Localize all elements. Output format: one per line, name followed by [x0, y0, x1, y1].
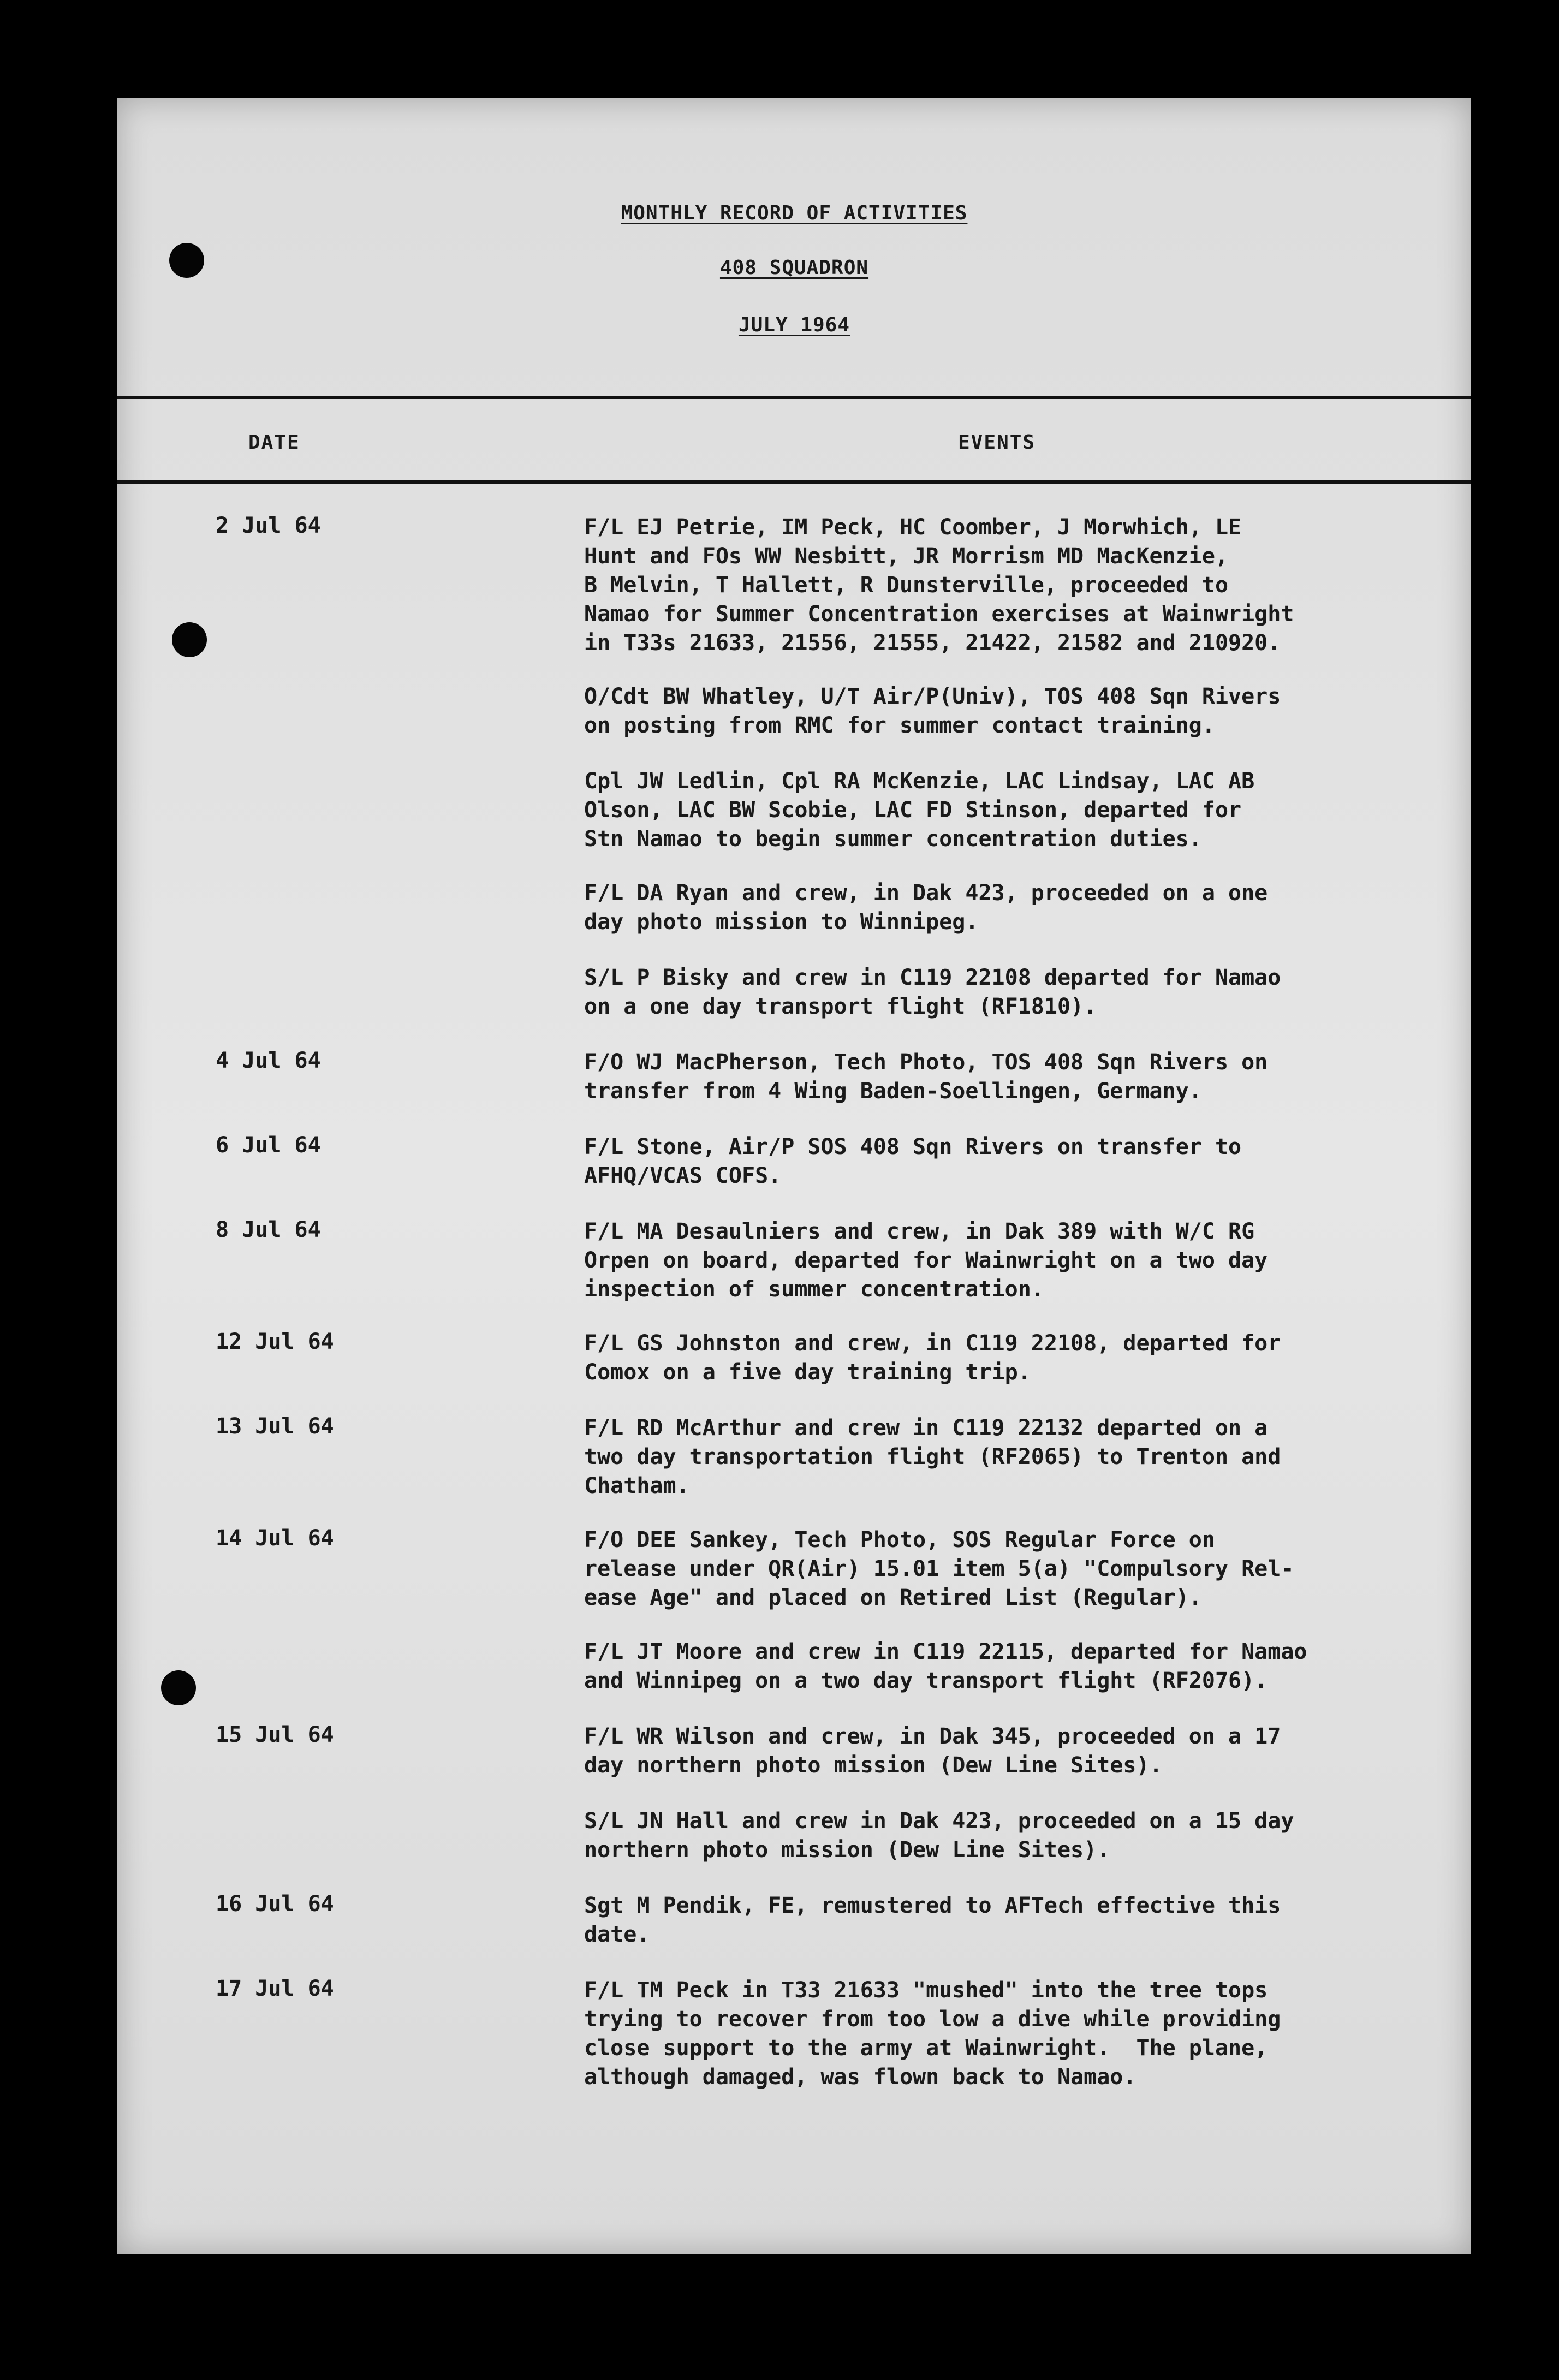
record-title: MONTHLY RECORD OF ACTIVITIES [621, 202, 968, 224]
punch-hole [161, 1670, 196, 1705]
punch-hole [172, 622, 207, 657]
event-date: 14 Jul 64 [216, 1526, 334, 1551]
event-text: F/L TM Peck in T33 21633 "mushed" into the tree tops trying to recover from too low a dive while providing close support to the army at Wainwright. The plane, although damaged, was flown back to Namao. [584, 1978, 1281, 2090]
event-date: 16 Jul 64 [216, 1891, 334, 1917]
event-text: S/L P Bisky and crew in C119 22108 departed for Namao on a one day transport flight (RF1810). [584, 965, 1281, 1019]
event-text: F/L GS Johnston and crew, in C119 22108, departed for Comox on a five day training trip. [584, 1331, 1281, 1385]
event-text: F/L Stone, Air/P SOS 408 Sqn Rivers on transfer to AFHQ/VCAS COFS. [584, 1134, 1242, 1188]
header-top-rule [117, 396, 1471, 399]
event-text: O/Cdt BW Whatley, U/T Air/P(Univ), TOS 408 Sqn Rivers on posting from RMC for summer contact training. [584, 684, 1281, 738]
header-bottom-rule [117, 480, 1471, 484]
event-text: F/L EJ Petrie, IM Peck, HC Coomber, J Morwhich, LE Hunt and FOs WW Nesbitt, JR Morrism MD MacKenzie, B Melvin, T Hallett, R Dunsterville, proceeded to Namao for Summer Concentration exercises at Wainwright in T33s 21633, 21556, 21555, 21422, 21582 and 210920. [584, 515, 1294, 656]
date-column-header: DATE [248, 431, 300, 454]
event-text: S/L JN Hall and crew in Dak 423, proceeded on a 15 day northern photo mission (Dew Line Sites). [584, 1808, 1294, 1863]
event-text: Sgt M Pendik, FE, remustered to AFTech effective this date. [584, 1893, 1281, 1947]
event-date: 15 Jul 64 [216, 1722, 334, 1747]
event-date: 17 Jul 64 [216, 1976, 334, 2001]
event-date: 4 Jul 64 [216, 1048, 321, 1073]
event-date: 2 Jul 64 [216, 513, 321, 538]
month-title: JULY 1964 [738, 314, 850, 336]
event-date: 13 Jul 64 [216, 1414, 334, 1439]
event-date: 6 Jul 64 [216, 1133, 321, 1158]
event-text: F/O WJ MacPherson, Tech Photo, TOS 408 Sqn Rivers on transfer from 4 Wing Baden-Soellingen, Germany. [584, 1050, 1268, 1104]
event-text: F/L JT Moore and crew in C119 22115, departed for Namao and Winnipeg on a two day transport flight (RF2076). [584, 1639, 1307, 1693]
event-date: 8 Jul 64 [216, 1217, 321, 1242]
document-page [117, 98, 1471, 2254]
squadron-title: 408 SQUADRON [719, 257, 869, 279]
events-column-header: EVENTS [958, 431, 1036, 454]
event-text: F/O DEE Sankey, Tech Photo, SOS Regular Force on release under QR(Air) 15.01 item 5(a) "Compulsory Rel- ease Age" and placed on Retired List (Regular). [584, 1527, 1294, 1610]
event-text: F/L MA Desaulniers and crew, in Dak 389 with W/C RG Orpen on board, departed for Wainwright on a two day inspection of summer concentration. [584, 1219, 1268, 1302]
event-date: 12 Jul 64 [216, 1329, 334, 1354]
event-text: F/L DA Ryan and crew, in Dak 423, proceeded on a one day photo mission to Winnipeg. [584, 880, 1268, 935]
event-text: F/L WR Wilson and crew, in Dak 345, proceeded on a 17 day northern photo mission (Dew Line Sites). [584, 1724, 1281, 1778]
event-text: F/L RD McArthur and crew in C119 22132 departed on a two day transportation flight (RF2065) to Trenton and Chatham. [584, 1415, 1281, 1498]
event-text: Cpl JW Ledlin, Cpl RA McKenzie, LAC Lindsay, LAC AB Olson, LAC BW Scobie, LAC FD Stinson, departed for Stn Namao to begin summer concentration duties. [584, 769, 1255, 852]
